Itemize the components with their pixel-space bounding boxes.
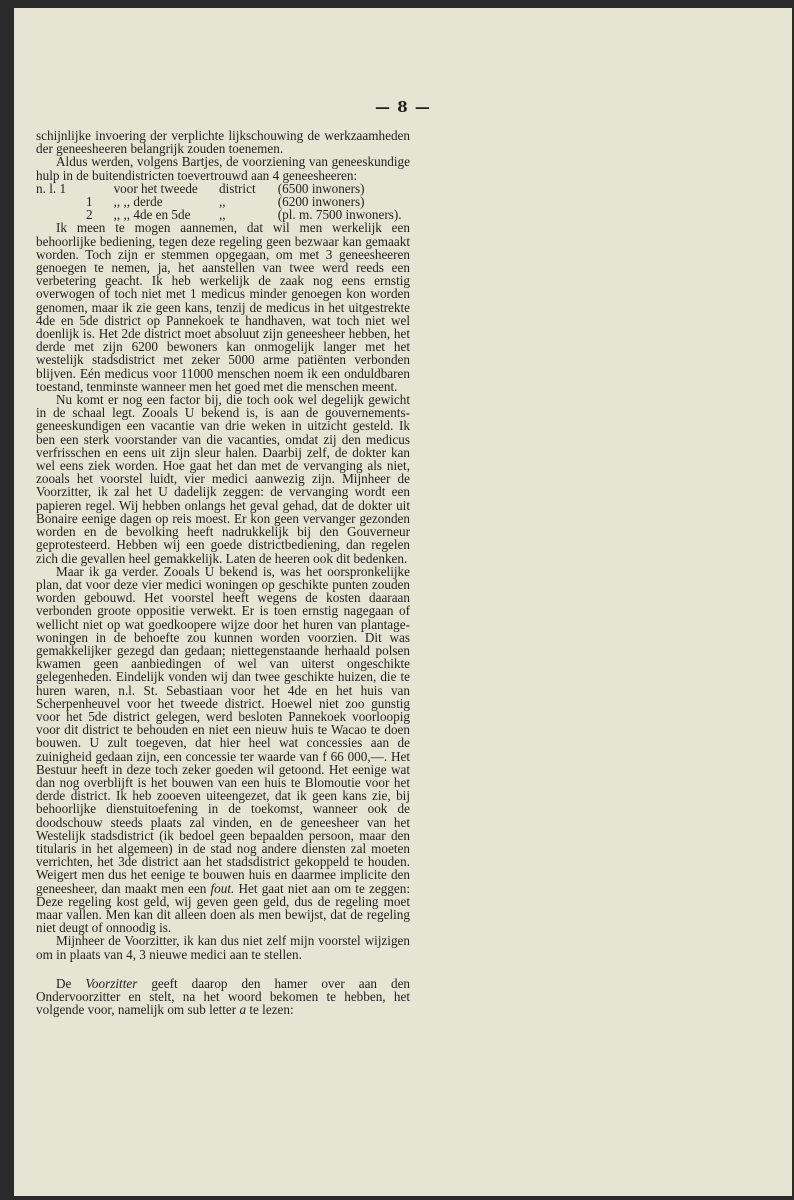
speaker-name: Voorzitter bbox=[85, 975, 138, 991]
page-number: — 8 — bbox=[375, 98, 431, 116]
paragraph-text: Maar ik ga verder. Zooals U bekend is, was het oorspronkelijke plan, dat voor deze vier medici woningen op geschikte punten zouden worden gebouwd. Het voorstel heeft wegens de kosten daaraan verbonden groote oppositie verwekt. Er is toen ernstig nagegaan of wellicht niet op wat goedkoopere wijze door het huren van plantage-woningen in de behoefte zou kunnen worden voorzien. Dit was gemakkelijker gezegd dan gedaan; niettegenstaande herhaald polsen kwamen geen aanbiedingen of wel van uiterst ongeschikte gelegenheden. Eindelijk vonden wij dan twee geschikte huizen, die te huren waren, n.l. St. Sebastiaan voor het 4de en het huis van Scherpenheuvel voor het tweede district. Hoewel niet zoo gunstig voor het 5de district gelegen, werd besloten Pannekoek voorloopig voor dit district te behouden en niet een nieuw huis te Wacao te doen bouwen. U zult toegeven, dat hier heel wat concessies aan de zuinigheid gedaan zijn, een concessie ter waarde van f 66 000,—. Het Bestuur heeft in deze toch zeker goeden wil getoond. Het eenige wat dan nog overblijft is het bouwen van een huis te Blomoutie voor het derde district. Ik heb zooeven uiteengezet, dat ik geen kans zie, bij behoorlijke dienstuitoefening in de toekomst, wanneer ook de doodschouw steeds plaats zal vinden, en de geneesheer van het Westelijk stadsdistrict (ik bedoel geen bepaalden persoon, maar den titularis in het algemeen) in de stad nog andere diensten zal moeten verrichten, het 3de district aan het stadsdistrict gekoppeld te houden. Weigert men dus het eenige te bouwen huis en daarmee implicite den geneesheer, dan maakt men een bbox=[36, 563, 410, 896]
paragraph: Mijnheer de Voorzitter, ik kan dus niet zelf mijn voorstel wijzigen om in plaats van 4, 3 nieuwe medici aan te stellen. bbox=[36, 933, 410, 962]
district-word: ,, bbox=[218, 207, 226, 223]
letter-ref: a bbox=[239, 1002, 247, 1018]
paragraph: Nu komt er nog een factor bij, die toch ook wel degelijk gewicht in de schaal legt. Zooals U bekend is, is aan de gouvernements-geneeskundigen een vacantie van drie weken in uitzicht gesteld. Ik ben een sterk voorstander van die vacanties, omdat zij den medicus verfrisschen en eens uit zijn sleur halen. Daarbij zelf, de dokter kan wel eens ziek worden. Hoe gaat het dan met de vervanging als niet, zooals het voorstel luidt, vier medici aanwezig zijn. Mijnheer de Voorzitter, ik zal het U dadelijk zeggen: de vervanging wordt een papieren regel. Wij hebben onlangs het geval gehad, dat de dokter uit Bonaire eenige dagen op reis moest. Er kon geen vervanger gezonden worden en de bevolking heeft nadrukkelijk bij den Gouverneur geprotesteerd. Hebben wij een goede districtbediening, dan regelen zich die gevallen heel gemakkelijk. Laten de heeren ook dit bedenken. bbox=[36, 392, 410, 566]
paragraph: Ik meen te mogen aannemen, dat wil men werkelijk een behoorlijke bediening, tegen deze regeling geen bezwaar kan gemaakt worden. Toch zijn er stemmen opgegaan, om met 3 geneesheeren genoegen te nemen, ja, het aanstellen van twee werd reeds een verbetering geacht. Ik heb werkelijk de zaak nog eens ernstig overwogen of toch niet met 1 medicus minder genoegen kon worden genomen, maar ik zie geen kans, tenzij de medicus in het uitgestrekte 4de en 5de district op Pannekoek te handhaven, wat toch niet wel doenlijk is. Het 2de district moet absoluut zijn geneesheer hebben, het derde met zijn 6200 bewoners kan onmogelijk langer met het westelijk stadsdistrict met zeker 5000 arme patiënten verbonden blijven. Eén medicus voor 11000 menschen noem ik een onduldbaren toestand, tenminste wanneer men het goed met die menschen meent. bbox=[36, 220, 410, 394]
body-text bbox=[36, 129, 410, 1016]
paragraph: Aldus werden, volgens Bartjes, de voorziening van geneeskundige hulp in de buitendistricten toevertrouwd aan 4 geneesheeren: bbox=[36, 154, 410, 183]
district-desc: ,, ,, 4de en 5de bbox=[113, 207, 191, 223]
district-prefix: n. l. 1 bbox=[36, 180, 67, 196]
district-prefix: 2 bbox=[86, 207, 93, 223]
district-inhabitants: (6500 inwoners) bbox=[277, 180, 365, 196]
paragraph bbox=[36, 977, 410, 1017]
district-word: ,, bbox=[218, 194, 226, 210]
emphasis: fout. bbox=[210, 880, 235, 896]
district-prefix: 1 bbox=[86, 194, 93, 210]
district-inhabitants: (6200 inwoners) bbox=[277, 194, 365, 210]
paragraph bbox=[36, 565, 410, 935]
document-page bbox=[14, 8, 792, 1196]
paragraph: schijnlijke invoering der verplichte lijkschouwing de werkzaamheden der geneesheeren belangrijk zouden toenemen. bbox=[36, 128, 410, 157]
paragraph-text: te lezen: bbox=[249, 1002, 294, 1018]
district-word: district bbox=[218, 180, 256, 196]
district-desc: voor het tweede bbox=[113, 180, 198, 196]
paragraph-text: De bbox=[56, 975, 72, 991]
paragraph-text: Het gaat niet aan om te zeggen: Deze regeling kost geld, wij geven geen geld, dus de regeling moet maar vallen. Men kan dit alleen doen als men bewijst, dat de regeling niet deugt of onnoodig is. bbox=[36, 880, 411, 936]
paragraph-text: geeft daarop den hamer over aan den Ondervoorzitter en stelt, na het woord bekomen te hebben, het volgende voor, namelijk om sub letter bbox=[36, 975, 411, 1018]
district-desc: ,, ,, derde bbox=[113, 194, 163, 210]
district-inhabitants: (pl. m. 7500 inwoners). bbox=[277, 207, 402, 223]
district-list bbox=[36, 182, 410, 222]
